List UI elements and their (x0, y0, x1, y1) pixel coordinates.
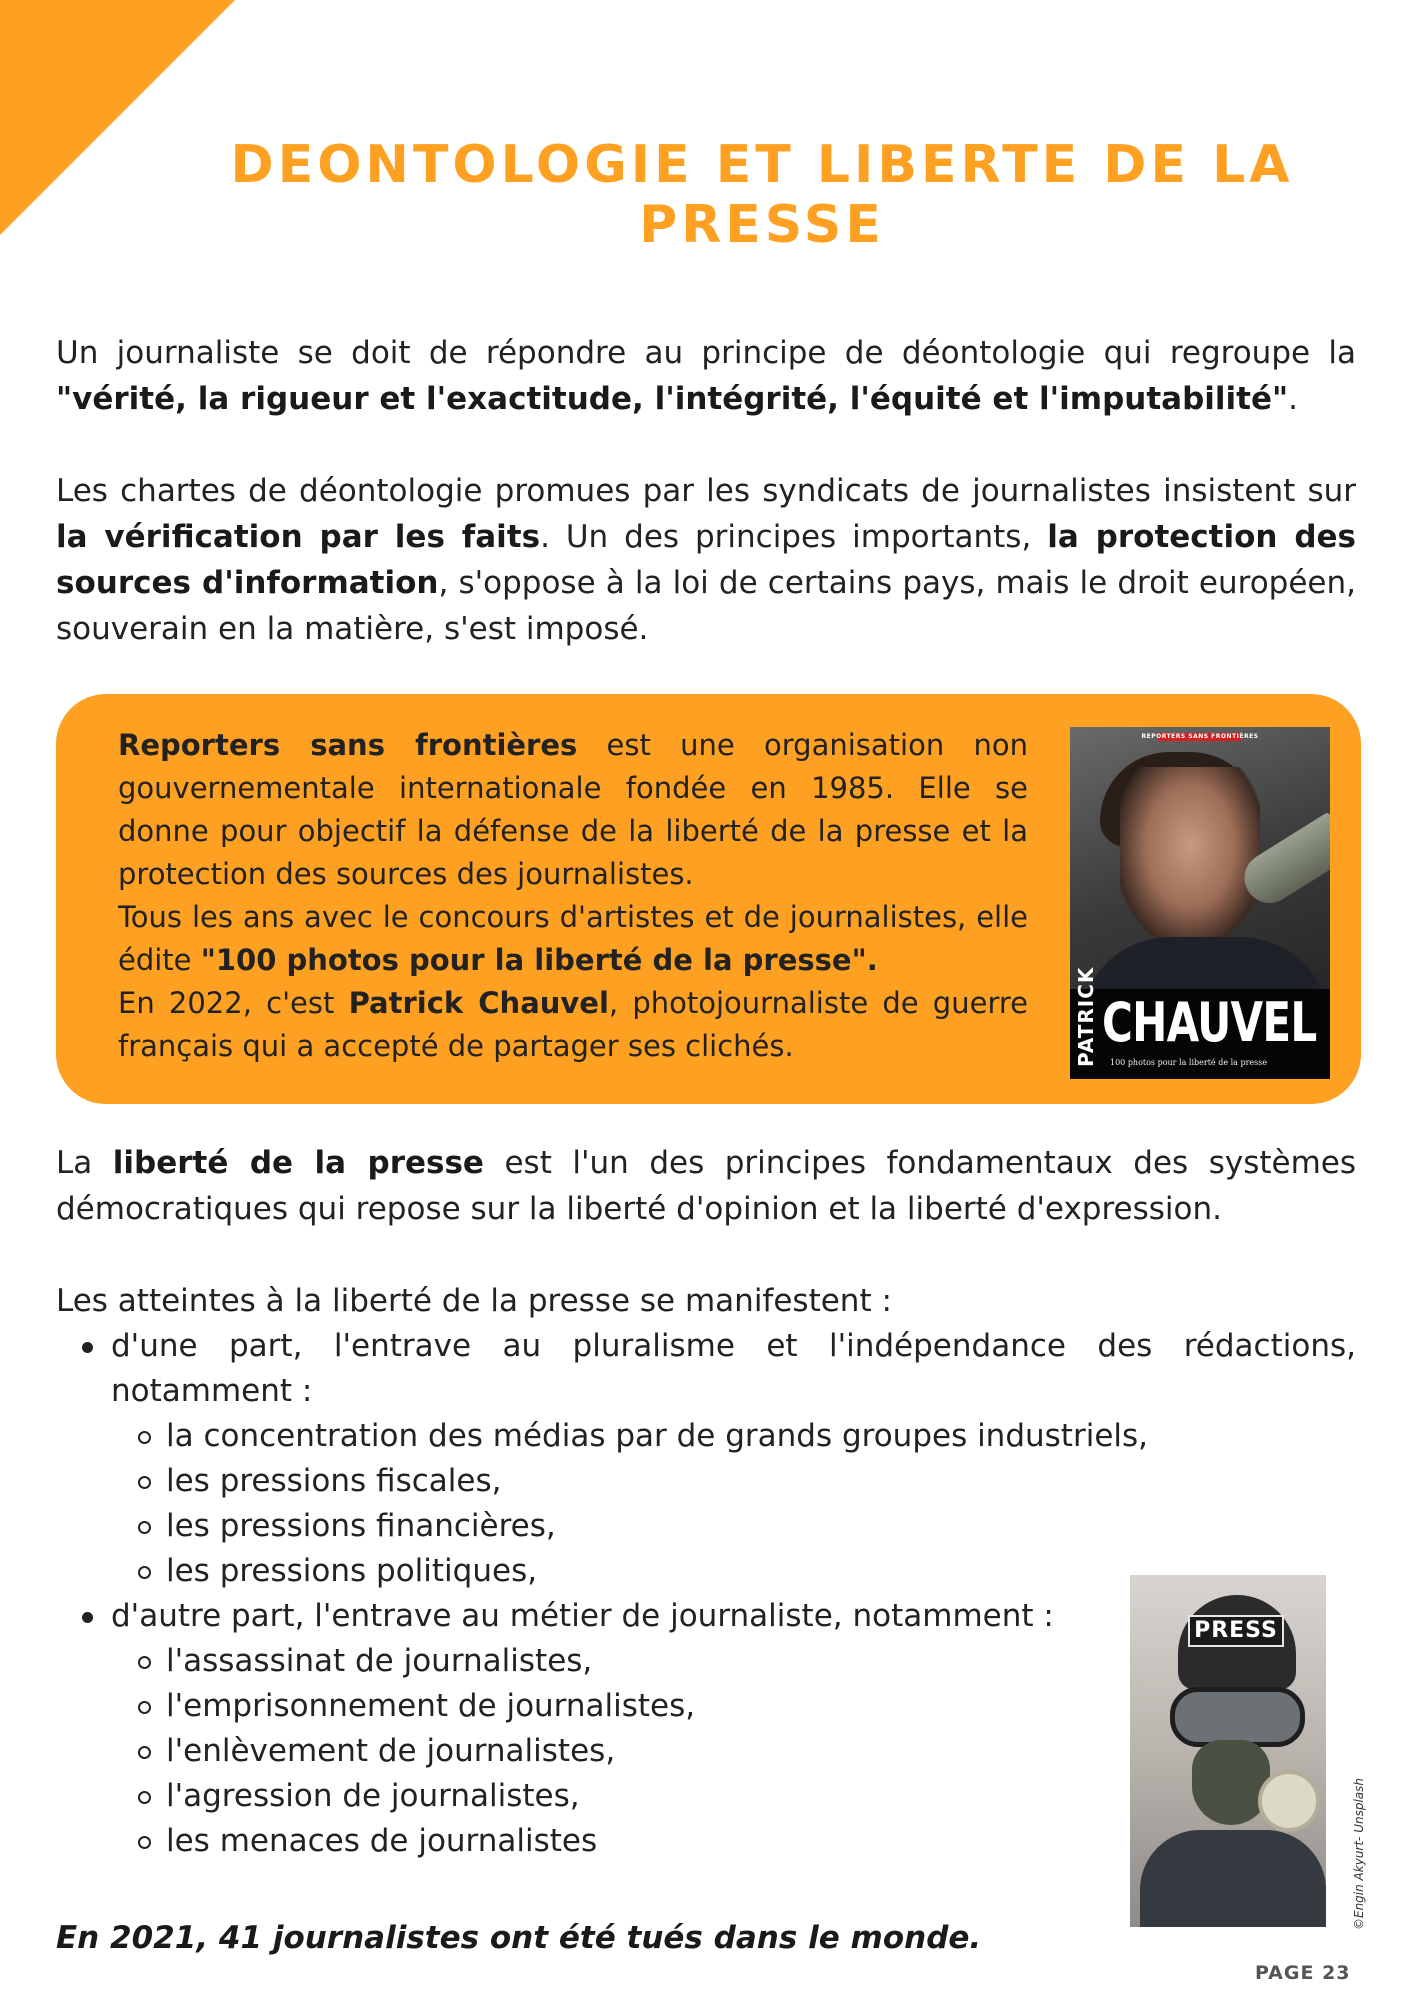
paragraph-charters (56, 468, 1356, 652)
rsf-text: Tous les ans avec le concours d'artistes et de journalistes, elle édite (118, 900, 1028, 977)
list-item-text: d'une part, l'entrave au pluralisme et l'indépendance des rédactions, notamment : (111, 1328, 1356, 1409)
goggles-shape (1170, 1687, 1305, 1747)
sub-list-item-text: les pressions financières, (166, 1508, 556, 1544)
mask-filter-shape (1258, 1770, 1320, 1832)
circle-bullet-icon (138, 1791, 151, 1804)
paragraph-bold: liberté de la presse (112, 1145, 484, 1181)
page-number: PAGE 23 (1255, 1962, 1351, 1984)
rsf-description: est une organisation non gouvernementale internationale fondée en 1985. Elle se donne pour objectif la défense de la liberté de la presse et la protection des sources des journalistes. (118, 728, 1028, 891)
paragraph-text: Les chartes de déontologie promues par les syndicats de journalistes insistent sur (56, 473, 1356, 509)
circle-bullet-icon (138, 1656, 151, 1669)
paragraph-bold: la vérification par les faits (56, 519, 541, 555)
photo-credit: ©Engin Akyurt- Unsplash (1352, 1777, 1366, 1930)
rsf-callout-box (56, 694, 1361, 1104)
cover-lastname: CHAUVEL (1102, 991, 1317, 1054)
cover-firstname: PATRICK (1074, 966, 1098, 1067)
paragraph-bold: la protection des sources d'information (56, 519, 1357, 601)
cover-subtitle: 100 photos pour la liberté de la presse (1110, 1058, 1268, 1067)
sub-list-item-text: la concentration des médias par de grands groupes industriels, (166, 1418, 1149, 1454)
sub-list-item (56, 1459, 1356, 1504)
paragraph-deontology (56, 330, 1356, 422)
circle-bullet-icon (138, 1521, 151, 1534)
sub-list-item (56, 1504, 1356, 1549)
bullet-icon (82, 1612, 93, 1623)
rsf-photographer: Patrick Chauvel (348, 986, 609, 1020)
paragraph-text: La (56, 1145, 113, 1181)
paragraph-text: , s'oppose à la loi de certains pays, mais le droit européen, souverain en la matière, s'est imposé. (56, 565, 1356, 647)
rsf-text: En 2022, c'est (118, 986, 349, 1020)
rsf-callout-text (118, 724, 1028, 1068)
sub-list-item-text: l'agression de journalistes, (166, 1778, 580, 1814)
paragraph-text: . Un des principes importants, (540, 519, 1048, 555)
circle-bullet-icon (138, 1746, 151, 1759)
cover-publisher: REPORTERS SANS FRONTIÈRES (1141, 733, 1259, 740)
list-item-text: d'autre part, l'entrave au métier de journaliste, notamment : (111, 1598, 1054, 1634)
rsf-name: Reporters sans frontières (118, 728, 578, 762)
paragraph-bold: "vérité, la rigueur et l'exactitude, l'intégrité, l'équité et l'imputabilité" (56, 381, 1289, 417)
sub-list-item-text: l'enlèvement de journalistes, (166, 1733, 616, 1769)
circle-bullet-icon (138, 1701, 151, 1714)
gas-mask-shape (1192, 1740, 1270, 1825)
sub-list-item-text: les pressions politiques, (166, 1553, 538, 1589)
press-label: PRESS (1188, 1615, 1284, 1647)
jacket-shape (1140, 1830, 1326, 1927)
paragraph-text: . (1288, 381, 1299, 417)
rsf-text: , photojournaliste de guerre français qui a accepté de partager ses clichés. (118, 986, 1028, 1063)
rsf-paragraph (118, 724, 1028, 896)
sub-list-item-text: l'assassinat de journalistes, (166, 1643, 593, 1679)
bullet-icon (82, 1342, 93, 1353)
sub-list-item (56, 1414, 1356, 1459)
circle-bullet-icon (138, 1566, 151, 1579)
circle-bullet-icon (138, 1431, 151, 1444)
paragraph-text: est l'un des principes fondamentaux des systèmes démocratiques qui repose sur la liberté d'opinion et la liberté d'expression. (56, 1145, 1357, 1227)
paragraph-attacks-intro: Les atteintes à la liberté de la presse se manifestent : (56, 1283, 892, 1319)
circle-bullet-icon (138, 1836, 151, 1849)
book-cover-image (1070, 727, 1330, 1079)
rsf-book-title: "100 photos pour la liberté de la presse". (200, 943, 878, 977)
sub-list-item-text: les menaces de journalistes (166, 1823, 598, 1859)
paragraph-press-freedom (56, 1140, 1356, 1232)
list-item (56, 1324, 1356, 1414)
closing-statement: En 2021, 41 journalistes ont été tués dans le monde. (56, 1920, 982, 1956)
page-title: DEONTOLOGIE ET LIBERTE DE LA PRESSE (230, 135, 1294, 255)
sub-list-item-text: l'emprisonnement de journalistes, (166, 1688, 696, 1724)
cover-face-shape (1120, 767, 1260, 942)
rsf-paragraph (118, 982, 1028, 1068)
paragraph-text: Un journaliste se doit de répondre au principe de déontologie qui regroupe la (56, 335, 1356, 371)
rsf-paragraph (118, 896, 1028, 982)
circle-bullet-icon (138, 1476, 151, 1489)
sub-list-item-text: les pressions fiscales, (166, 1463, 502, 1499)
press-journalist-photo (1130, 1575, 1326, 1927)
